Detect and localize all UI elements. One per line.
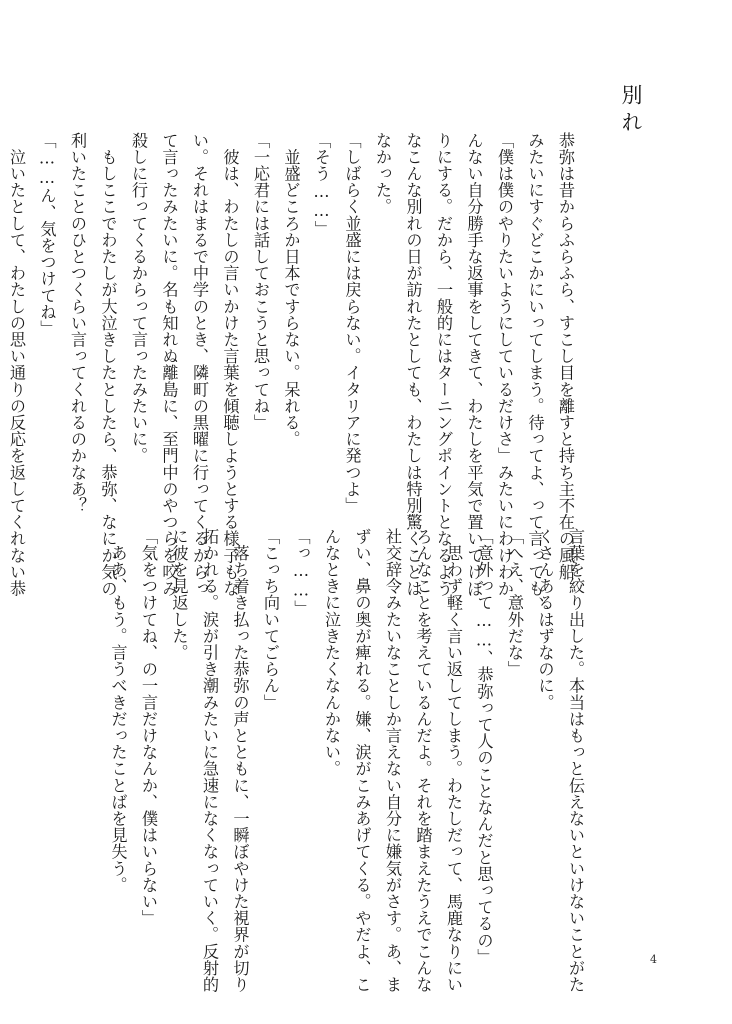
- bottom-text-block: [102, 528, 590, 993]
- text-line: い。それはまるで中学のとき、隣町の黒曜に行ってくるからっ: [190, 132, 209, 597]
- text-line: ろんなことを考えているんだよ。それを踏まえたうえでこんな: [413, 528, 433, 993]
- text-line: 「こっち向いてごらん」: [261, 528, 280, 711]
- text-line: 利いたことのひとつくらい言ってくれるのかなあ？: [68, 132, 87, 514]
- text-line: ずい、鼻の奥が痺れる。嫌、涙がこみあげてくる。やだよ、こ: [352, 528, 372, 993]
- text-line: 泣いたとして、わたしの思い通りの反応を返してくれない恭: [7, 132, 26, 597]
- text-line: 落ち着き払った恭弥の声とともに、一瞬ぼやけた視界が切り: [230, 528, 250, 993]
- text-line: 恭弥は昔からふらふら、すこし目を離すと持ち主不在の風船: [556, 132, 575, 581]
- text-line: 社交辞令みたいなことしか言えない自分に嫌気がさす。あ、ま: [383, 528, 402, 993]
- text-line: んない自分勝手な返事をしてきて、わたしを平気で置いてけぼ: [464, 132, 484, 597]
- text-line: 言葉を絞り出した。本当はもっと伝えないといけないことがた: [566, 528, 585, 993]
- text-line: 「っ……」: [291, 528, 311, 617]
- text-line: んなときに泣きたくなんかない。: [322, 528, 341, 777]
- text-line: 「しばらく並盛には戻らない。イタリアに発つよ」: [342, 132, 362, 514]
- text-line: 並盛どころか日本ですらない。呆れる。: [281, 132, 301, 448]
- text-line: 「気をつけてね、の一言だけなんか、僕はいらない」: [139, 528, 158, 927]
- text-line: 「一応君には話しておこうと思ってね」: [251, 132, 270, 431]
- text-line: 「そう……」: [312, 132, 331, 238]
- text-line: て言ったみたいに。名も知れぬ離島に、至門中のやつらを咬み: [159, 132, 179, 597]
- text-line: 殺しに行ってくるからって言ったみたいに。: [129, 132, 148, 464]
- text-line: 思わず軽く言い返してしまう。わたしだって、馬鹿なりにい: [444, 528, 463, 993]
- page-number: 4: [650, 953, 657, 966]
- text-line: みたいにすぐどこかにいってしまう。待ってよ、って言っても、: [525, 132, 545, 614]
- text-line: りにする。だから、一般的にはターニングポイントとなるよう: [434, 132, 453, 597]
- text-line: 彼は、わたしの言いかけた言葉を傾聴しようとする様子もな: [220, 132, 240, 597]
- text-line: 「へえ、意外だな」: [505, 528, 524, 678]
- text-line: 「意外って……、恭弥って人のことなんだと思ってるの」: [474, 528, 494, 966]
- text-line: 拓かれる。涙が引き潮みたいに急速になくなっていく。反射的: [200, 528, 219, 993]
- chapter-title: 別れ: [619, 84, 643, 138]
- text-line: くさんあるはずなのに。: [535, 528, 555, 711]
- text-line: 「僕は僕のやりたいようにしているだけさ」みたいにわけわか: [495, 132, 514, 597]
- text-line: もしここでわたしが大泣きしたとしたら、恭弥、なにか気の: [98, 132, 118, 597]
- text-line: 「……ん、気をつけてね」: [37, 132, 57, 337]
- text-line: なかった。: [373, 132, 392, 215]
- text-line: [0, 132, 1, 492]
- text-line: ああ、もう。言うべきだったことばを見失う。: [108, 528, 128, 894]
- text-line: に彼を見返した。: [169, 528, 189, 661]
- text-line: なこんな別れの日が訪れたとしても、わたしは特別驚くことは: [403, 132, 423, 597]
